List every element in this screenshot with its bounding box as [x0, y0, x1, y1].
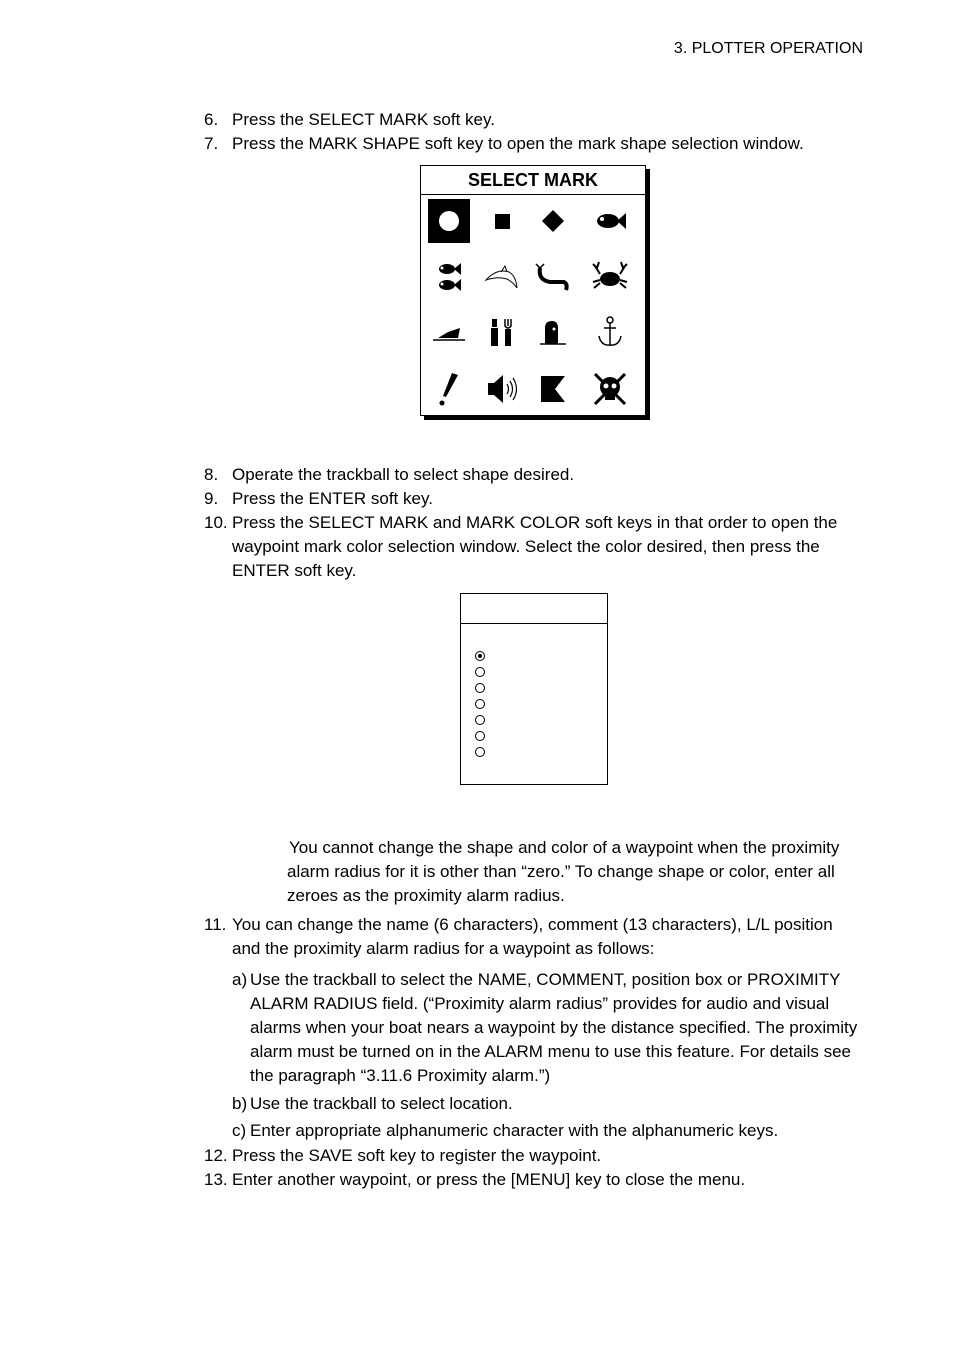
- step-text: You can change the name (6 characters), comment (13 characters), L/L position and the proximity alarm radius for a waypoint as follows:: [232, 915, 833, 958]
- step-number: 7.: [204, 134, 219, 153]
- substep-text: Enter appropriate alphanumeric character with the alphanumeric keys.: [250, 1121, 779, 1140]
- circle-icon[interactable]: [428, 199, 470, 243]
- flag-icon[interactable]: [532, 367, 574, 411]
- select-mark-title: SELECT MARK: [421, 166, 645, 195]
- crab-icon[interactable]: [589, 255, 631, 299]
- shrimp-icon[interactable]: [532, 255, 574, 299]
- step-6: [204, 108, 864, 132]
- step-number: 12.: [204, 1146, 228, 1165]
- color-radio-2[interactable]: [475, 667, 485, 677]
- dolphin-icon[interactable]: [481, 255, 523, 299]
- step-text: Enter another waypoint, or press the [MENU] key to close the menu.: [232, 1170, 746, 1189]
- color-radio-7[interactable]: [475, 747, 485, 757]
- color-radio-4[interactable]: [475, 699, 485, 709]
- skull-icon[interactable]: [589, 367, 631, 411]
- mark-color-window: [460, 593, 608, 785]
- step-9: [204, 487, 864, 511]
- speaker-icon[interactable]: [481, 367, 523, 411]
- substep-c: [232, 1119, 862, 1143]
- step-11: [204, 913, 864, 961]
- step-text: Press the SELECT MARK and MARK COLOR soft keys in that order to open the waypoint mark color selection window. Select the color desired, then press the ENTER soft key.: [232, 513, 838, 580]
- substep-text: Use the trackball to select location.: [250, 1094, 513, 1113]
- step-number: 9.: [204, 489, 219, 508]
- step-8: [204, 463, 864, 487]
- note-text: You cannot change the shape and color of a waypoint when the proximity alarm radius for it is other than “zero.” To change shape or color, enter all zeroes as the proximity alarm radius.: [287, 838, 840, 905]
- fish-school-icon[interactable]: [428, 255, 470, 299]
- color-radio-1[interactable]: [475, 651, 485, 661]
- substep-letter: c): [232, 1121, 247, 1140]
- color-radio-6[interactable]: [475, 731, 485, 741]
- diamond-icon[interactable]: [532, 199, 574, 243]
- reef-icon[interactable]: [532, 311, 574, 355]
- step-number: 8.: [204, 465, 219, 484]
- mark-shape-grid: [421, 196, 645, 416]
- step-10: [204, 511, 864, 583]
- step-text: Press the MARK SHAPE soft key to open the mark shape selection window.: [232, 134, 804, 153]
- step-13: [204, 1168, 864, 1192]
- anchor-icon[interactable]: [589, 311, 631, 355]
- substep-b: [232, 1092, 862, 1116]
- step-number: 11.: [204, 915, 227, 934]
- step-number: 13.: [204, 1170, 228, 1189]
- step-text: Press the SELECT MARK soft key.: [232, 110, 495, 129]
- wreck-icon[interactable]: [428, 311, 470, 355]
- step-12: [204, 1144, 864, 1168]
- color-radio-3[interactable]: [475, 683, 485, 693]
- step-7: [204, 132, 864, 156]
- color-radio-5[interactable]: [475, 715, 485, 725]
- substep-letter: a): [232, 970, 248, 989]
- mark-color-title-bar: [461, 594, 607, 624]
- fish-icon[interactable]: [589, 199, 631, 243]
- substep-text: Use the trackball to select the NAME, COMMENT, position box or PROXIMITY ALARM RADIUS field. (“Proximity alarm radius” provides for audio and visual alarms when your boat nears a waypoint by the distance specified. The proximity alarm must be turned on in the ALARM menu to use this feature. For details see the paragraph “3.11.6 Proximity alarm.”): [250, 970, 858, 1085]
- step-text: Press the SAVE soft key to register the waypoint.: [232, 1146, 602, 1165]
- select-mark-window: [420, 165, 646, 416]
- step-number: 6.: [204, 110, 219, 129]
- square-icon[interactable]: [481, 199, 523, 243]
- step-text: Operate the trackball to select shape desired.: [232, 465, 575, 484]
- substep-a: [232, 968, 862, 1088]
- step-number: 10.: [204, 513, 228, 532]
- page-header: 3. PLOTTER OPERATION: [673, 40, 863, 57]
- exclamation-icon[interactable]: [428, 367, 470, 411]
- substep-letter: b): [232, 1094, 248, 1113]
- step-text: Press the ENTER soft key.: [232, 489, 433, 508]
- restaurant-icon[interactable]: [481, 311, 523, 355]
